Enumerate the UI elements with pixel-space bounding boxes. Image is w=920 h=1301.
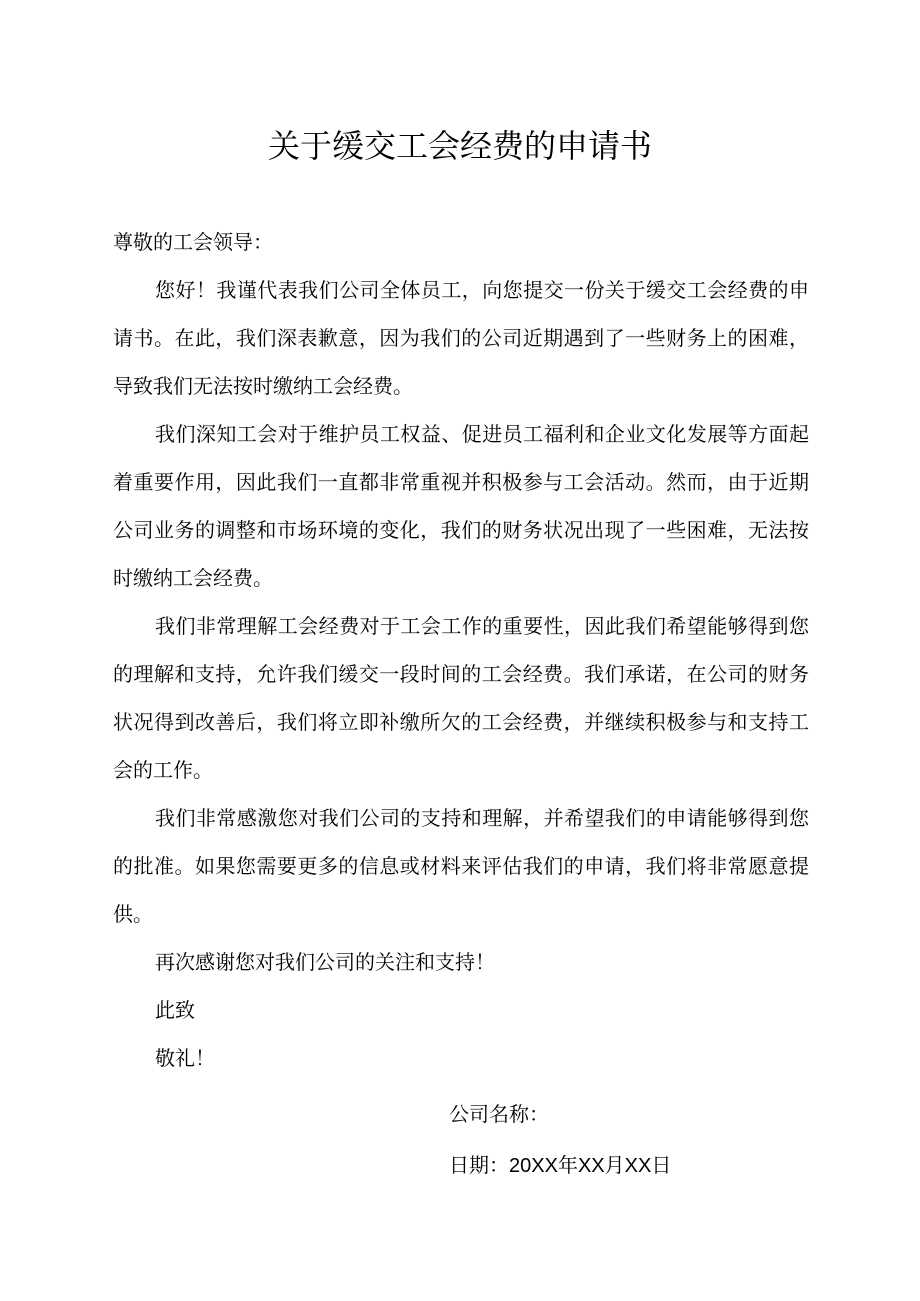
paragraph-greeting: 您好！我谨代表我们公司全体员工，向您提交一份关于缓交工会经费的申请书。在此，我们深表歉意，因为我们的公司近期遇到了一些财务上的困难，导致我们无法按时缴纳工会经费。 xyxy=(113,278,809,398)
paragraph-union-importance: 我们深知工会对于维护员工权益、促进员工福利和企业文化发展等方面起着重要作用，因此我们一直都非常重视并积极参与工会活动。然而，由于近期公司业务的调整和市场环境的变化，我们的财务状况出现了一些困难，无法按时缴纳工会经费。 xyxy=(113,422,809,590)
paragraph-thanks-again: 再次感谢您对我们公司的关注和支持！ xyxy=(155,950,495,974)
document-title: 关于缓交工会经费的申请书 xyxy=(267,127,652,165)
date-day-value: XX xyxy=(624,1155,652,1177)
date-label: 日期： xyxy=(449,1153,509,1177)
signature-date xyxy=(449,1141,671,1190)
date-year-value: 20XX xyxy=(509,1155,558,1177)
paragraph-gratitude: 我们非常感激您对我们公司的支持和理解，并希望我们的申请能够得到您的批准。如果您需要更多的信息或材料来评估我们的申请，我们将非常愿意提供。 xyxy=(113,806,809,926)
date-year-char: 年 xyxy=(557,1153,578,1177)
closing-cizhi: 此致 xyxy=(155,998,195,1022)
closing-jingli: 敬礼！ xyxy=(155,1046,215,1070)
date-month-char: 月 xyxy=(604,1153,625,1177)
paragraph-request: 我们非常理解工会经费对于工会工作的重要性，因此我们希望能够得到您的理解和支持，允许我们缓交一段时间的工会经费。我们承诺，在公司的财务状况得到改善后，我们将立即补缴所欠的工会经费，并继续积极参与和支持工会的工作。 xyxy=(113,614,809,782)
date-month-value: XX xyxy=(577,1155,605,1177)
signature-company-name: 公司名称： xyxy=(449,1102,549,1126)
salutation: 尊敬的工会领导： xyxy=(113,230,273,254)
date-day-char: 日 xyxy=(651,1153,672,1177)
